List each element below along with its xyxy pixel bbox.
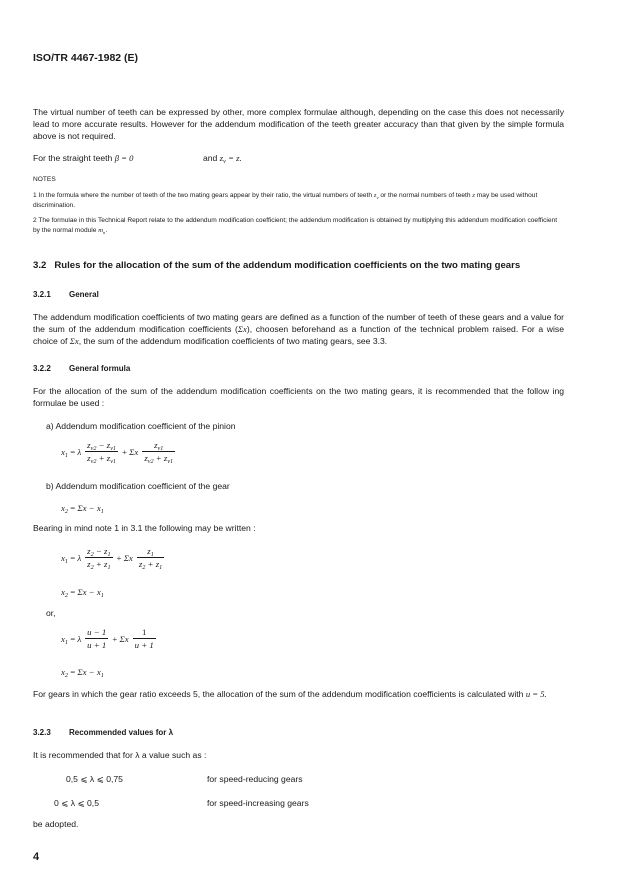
formula-gear-actual: $x_2 = \Sigma x - x_1$ bbox=[61, 586, 104, 599]
bearing-note: Bearing in mind note 1 in 3.1 the following may be written : bbox=[33, 523, 256, 533]
lambda-range-reducing: 0,5 ⩽ λ ⩽ 0,75 bbox=[66, 774, 123, 784]
gear-ratio-note: For gears in which the gear ratio exceeds 5, the allocation of the sum of the addendum modification coefficients is calculated with u = 5. bbox=[33, 689, 547, 699]
note-1: 1 In the formula where the number of teeth of the two mating gears appear by their ratio, the virtual numbers of teeth $z_v$ or the normal numbers of teeth z may be used without discrimination. bbox=[33, 192, 538, 209]
formula-gear-ratio: $x_2 = \Sigma x - x_1$ bbox=[61, 666, 104, 679]
item-a-label: a) Addendum modification coefficient of the pinion bbox=[46, 421, 236, 431]
beta-equation: β = 0 bbox=[114, 153, 134, 163]
use-increasing: for speed-increasing gears bbox=[207, 798, 309, 808]
closing-line: be adopted. bbox=[33, 819, 79, 829]
document-id-header: ISO/TR 4467-1982 (E) bbox=[33, 52, 139, 64]
section-3-2-3-heading: 3.2.3 Recommended values for λ bbox=[33, 728, 174, 737]
section-3-2-heading: 3.2 Rules for the allocation of the sum of the addendum modification coefficients on the two mating gears bbox=[33, 260, 521, 271]
straight-teeth-line bbox=[33, 152, 133, 164]
item-b-label: b) Addendum modification coefficient of the gear bbox=[46, 481, 230, 491]
formula-pinion-ratio: $x_1 = \lambda$ $\frac{u - 1}{u + 1}$ + Σx $\frac{1}{u + 1}$ bbox=[61, 627, 154, 650]
intro-paragraph: The virtual number of teeth can be expressed by other, more complex formulae although, depending on the case this does not necessarily lead to more accurate results. However for the addendum modification of the teeth greater accuracy than that given by the simple formula above is not required. bbox=[33, 107, 564, 142]
section-3-2-1-paragraph: The addendum modification coefficients of two mating gears are defined as a function of the number of teeth of these gears and a value for the sum of the addendum modification coefficients (Σx), choosen beforehand as a function of the technical problem raised. For a wise choice of Σx, the sum of the addendum modification coefficients of two mating gears, see 3.3. bbox=[33, 312, 564, 347]
section-3-2-2-paragraph: For the allocation of the sum of the addendum modification coefficients on the two mating gears, it is recommended that the follow ing formulae be used : bbox=[33, 386, 564, 409]
formula-pinion-virtual: $x_1 = \lambda$ $\frac{z_{v2} - z_{v1}}{z_{v2} + z_{v1}}$ + Σx $\frac{z_{v1}}{z_{v2} + z_{v1}}$ bbox=[61, 440, 174, 465]
section-3-2-1-heading: 3.2.1 General bbox=[33, 290, 99, 299]
straight-teeth-label: For the straight teeth bbox=[33, 153, 113, 163]
note-2: 2 The formulae in this Technical Report relate to the addendum modification coefficient; the addendum modification is obtained by multiplying this addendum modification coefficient by the normal module $m_n$. bbox=[33, 217, 558, 235]
or-label: or, bbox=[46, 608, 56, 618]
page-number: 4 bbox=[33, 851, 40, 863]
use-reducing: for speed-reducing gears bbox=[207, 774, 303, 784]
lambda-range-increasing: 0 ⩽ λ ⩽ 0,5 bbox=[54, 798, 99, 808]
notes-title: NOTES bbox=[33, 176, 56, 183]
section-3-2-2-heading: 3.2.2 General formula bbox=[33, 364, 131, 373]
formula-gear-b: $x_2 = \Sigma x - x_1$ bbox=[61, 502, 104, 515]
formula-pinion-actual: $x_1 = \lambda$ $\frac{z_2 - z_1}{z_2 + z_1}$ + Σx $\frac{z_1}{z_2 + z_1}$ bbox=[61, 546, 163, 571]
recommendation-intro: It is recommended that for λ a value such as : bbox=[33, 750, 207, 760]
virtual-teeth-equation: and $z_v = z$. bbox=[203, 153, 242, 165]
